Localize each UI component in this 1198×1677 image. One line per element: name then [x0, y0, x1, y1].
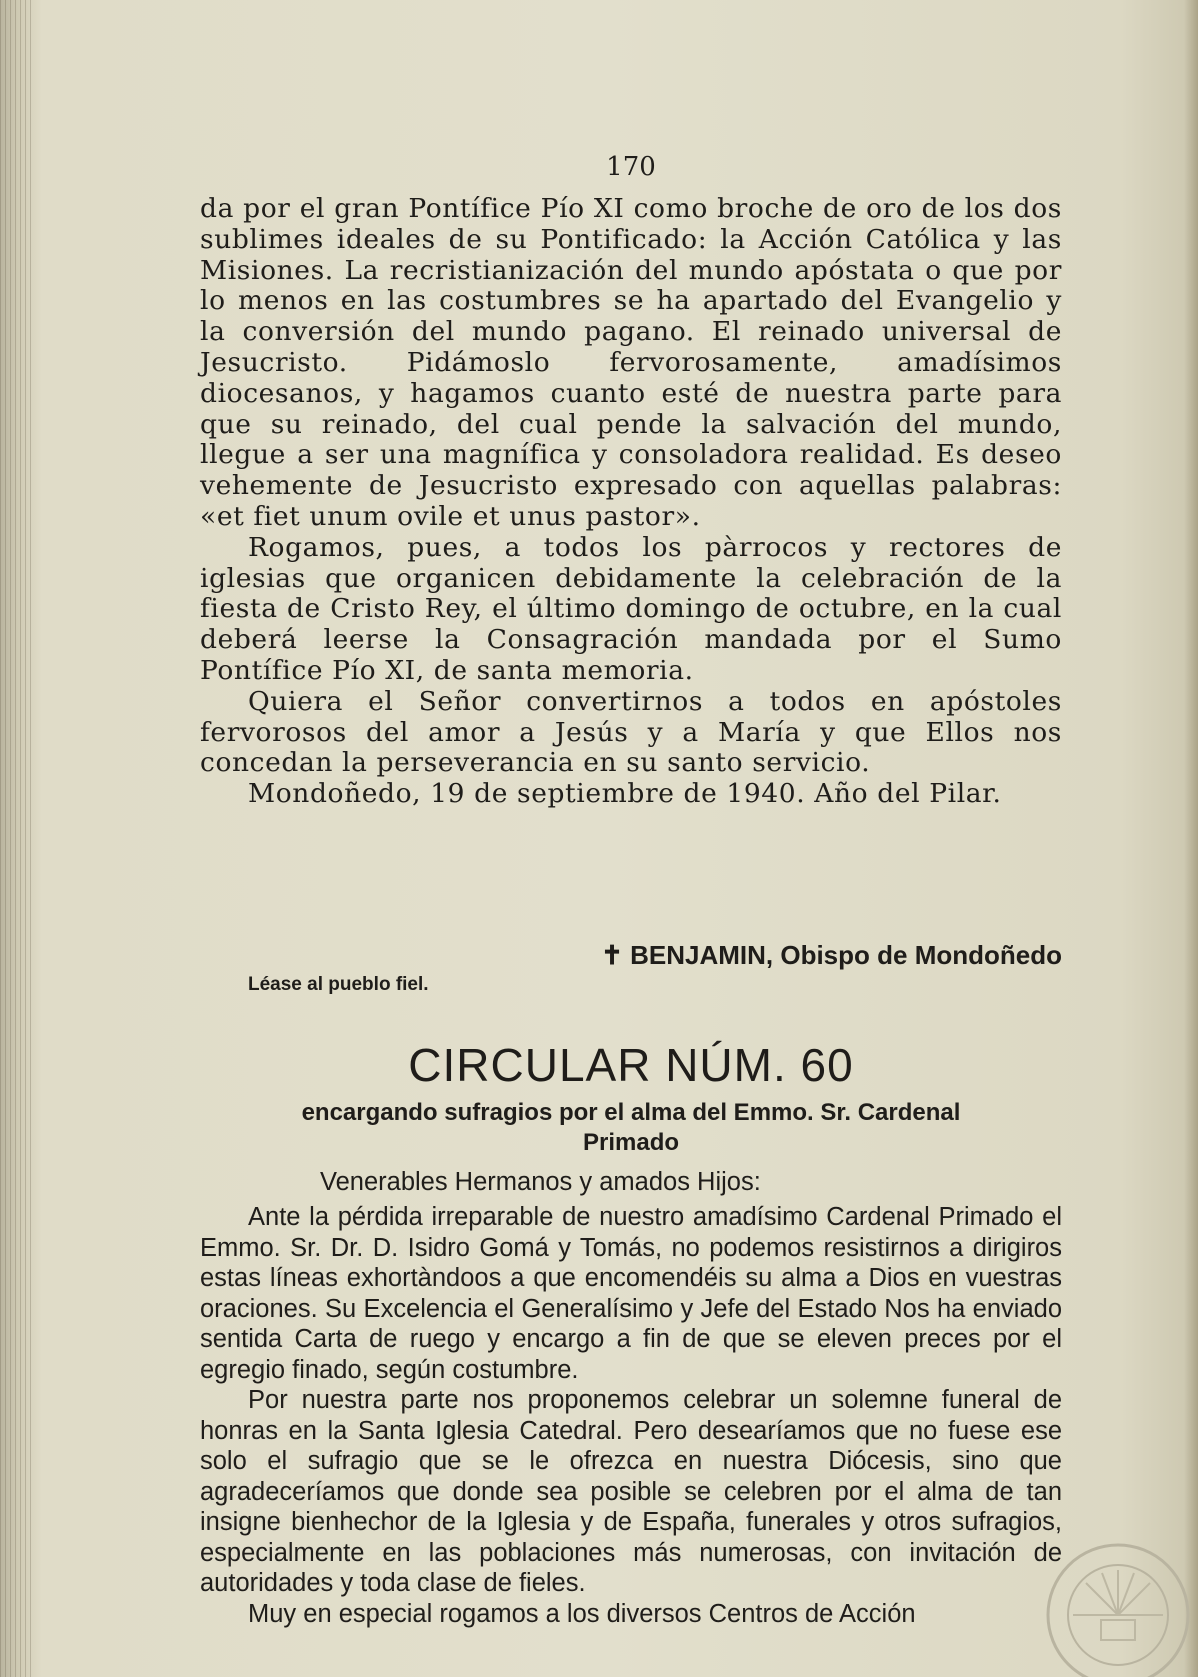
date-line: Mondoñedo, 19 de septiembre de 1940. Año del Pilar.	[248, 778, 1002, 810]
paragraph: da por el gran Pontífice Pío XI como broche de oro de los dos sublimes ideales de su Pontificado: la Acción Católica y las Misiones. La recristianización del mundo apóstata o que por lo menos en las costumbres se ha apartado del Evangelio y la conversión del mundo pagano. El reinado universal de Jesucristo. Pidámoslo fervorosamente, amadísimos diocesanos, y hagamos cuanto esté de nuestra parte para que su reinado, del cual pende la salvación del mundo, llegue a ser una magnífica y consoladora realidad. Es deseo vehemente de Jesucristo expresado con aquellas palabras: «et fiet unum ovile et unus pastor».	[200, 193, 1062, 532]
pastoral-letter-ending	[200, 194, 1062, 810]
paragraph: Muy en especial rogamos a los diversos Centros de Acción	[248, 1599, 916, 1628]
subtitle-line: Primado	[582, 1129, 680, 1156]
bishop-signature: ✝ BENJAMIN, Obispo de Mondoñedo	[601, 940, 1062, 970]
library-stamp-icon	[1043, 1540, 1193, 1677]
page-number: 170	[606, 152, 656, 182]
salutation: Venerables Hermanos y amados Hijos:	[320, 1168, 761, 1196]
reading-note: Léase al pueblo fiel.	[248, 974, 429, 995]
circular-body	[200, 1202, 1062, 1629]
page-right-edge	[1184, 0, 1198, 1677]
subtitle-line: encargando sufragios por el alma del Emmo. Sr. Cardenal	[301, 1099, 961, 1126]
paragraph: Quiera el Señor convertirnos a todos en apóstoles fervorosos del amor a Jesús y a María y que Ellos nos concedan la perseverancia en su santo servicio.	[200, 685, 1062, 779]
circular-title: CIRCULAR NÚM. 60	[408, 1039, 854, 1091]
paragraph: Ante la pérdida irreparable de nuestro amadísimo Cardenal Primado el Emmo. Sr. Dr. D. Isidro Gomá y Tomás, no podemos resistirnos a dirigiros estas líneas exhortàndoos a que encomendéis su alma a Dios en vuestras oraciones. Su Excelencia el Generalísimo y Jefe del Estado Nos ha enviado sentida Carta de ruego y encargo a fin de que se eleven preces por el egregio finado, según costumbre.	[200, 1203, 1062, 1384]
paragraph: Por nuestra parte nos proponemos celebrar un solemne funeral de honras en la Santa Iglesia Catedral. Pero desearíamos que no fuese ese solo el sufragio que se le ofrezca en nuestra Diócesis, sino que agradeceríamos que donde sea posible se celebren por el alma de tan insigne bienhechor de la Iglesia y de España, funerales y otros sufragios, especialmente en las poblaciones más numerosas, con invitación de autoridades y toda clase de fieles.	[200, 1386, 1062, 1597]
circular-subtitle	[200, 1098, 1062, 1158]
paragraph: Rogamos, pues, a todos los pàrrocos y rectores de iglesias que organicen debidamente la celebración de la fiesta de Cristo Rey, el último domingo de octubre, en la cual deberá leerse la Consagración mandada por el Sumo Pontífice Pío XI, de santa memoria.	[200, 531, 1062, 686]
book-spine-edge	[0, 0, 34, 1677]
